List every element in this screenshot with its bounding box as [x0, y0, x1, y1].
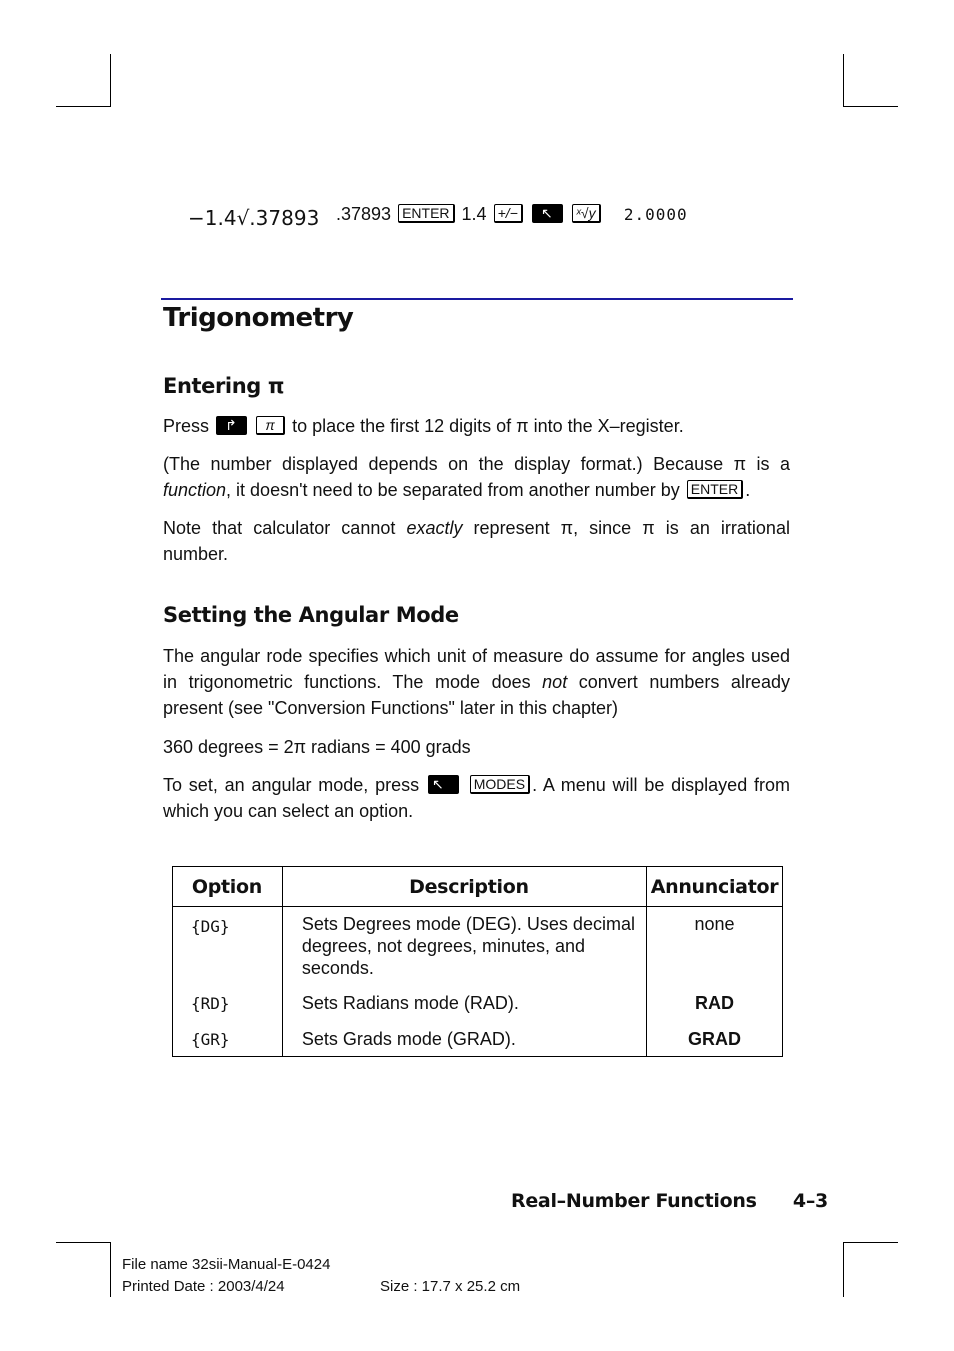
set-mode-paragraph: To set, an angular mode, press ↖ MODES . A menu will be displayed from which you can select an option. — [163, 775, 790, 821]
description-gr: Sets Grads mode (GRAD). — [282, 1020, 646, 1057]
annunciator-rd: RAD — [647, 984, 783, 1020]
example-expression — [188, 206, 319, 230]
angle-equation: 360 degrees = 2π radians = 400 grads — [163, 737, 471, 757]
irrational-note-paragraph: Note that calculator cannot exactly represent π, since π is an irrational number. — [163, 518, 790, 564]
left-shift-key-inline: ↖ — [428, 775, 459, 794]
modes-key: MODES — [470, 775, 530, 794]
page-size: Size : 17.7 x 25.2 cm — [380, 1278, 521, 1295]
header-annunciator: Annunciator — [647, 867, 783, 907]
keystroke-sequence — [336, 204, 688, 225]
annunciator-gr: GRAD — [647, 1020, 783, 1057]
angular-mode-heading: Setting the Angular Mode — [163, 603, 459, 627]
display-format-paragraph: (The number displayed depends on the display format.) Because π is a function, it doesn't need to be separated from another number by ENTER . — [163, 454, 790, 500]
option-rd: {RD} — [191, 994, 230, 1013]
chs-key: +/− — [494, 204, 523, 223]
angular-mode-paragraph: The angular rode specifies which unit of measure do assume for angles used in trigonometric functions. The mode does not convert numbers already present (see "Conversion Functions" later in this chapter) — [163, 646, 790, 718]
table-row — [173, 984, 783, 1020]
table-row — [173, 1020, 783, 1057]
table-header-row — [173, 867, 783, 907]
enter-key: ENTER — [398, 204, 454, 223]
page-number: 4–3 — [792, 1190, 828, 1212]
root-key: ˣ√y — [572, 204, 601, 223]
header-description: Description — [282, 867, 646, 907]
printed-date: Printed Date : 2003/4/24 — [122, 1278, 285, 1295]
header-option: Option — [173, 867, 283, 907]
expression-label: −1.4√.37893 — [188, 206, 320, 230]
value-text: .37893 — [336, 204, 392, 224]
display-result: 2.0000 — [623, 205, 688, 224]
description-dg: Sets Degrees mode (DEG). Uses decimal degrees, not degrees, minutes, and seconds. — [282, 907, 646, 985]
chapter-name: Real–Number Functions — [511, 1190, 757, 1212]
press-pi-paragraph: Press ↱ π to place the first 12 digits of π into the X–register. — [163, 416, 684, 436]
page-title: Trigonometry — [163, 303, 354, 333]
option-dg: {DG} — [191, 917, 230, 936]
option-gr: {GR} — [191, 1030, 230, 1049]
pi-key: π — [256, 416, 285, 435]
description-rd: Sets Radians mode (RAD). — [282, 984, 646, 1020]
table-row — [173, 907, 783, 985]
left-shift-key: ↖ — [532, 204, 563, 223]
section-rule — [161, 298, 793, 300]
entering-pi-heading: Entering π — [163, 374, 285, 398]
right-shift-key: ↱ — [216, 416, 247, 435]
annunciator-dg: none — [647, 907, 783, 985]
file-name: File name 32sii-Manual-E-0424 — [122, 1256, 331, 1273]
angular-mode-table — [172, 866, 783, 1057]
running-footer — [511, 1190, 828, 1212]
enter-key-inline: ENTER — [687, 480, 743, 499]
second-value-text: 1.4 — [461, 204, 487, 224]
